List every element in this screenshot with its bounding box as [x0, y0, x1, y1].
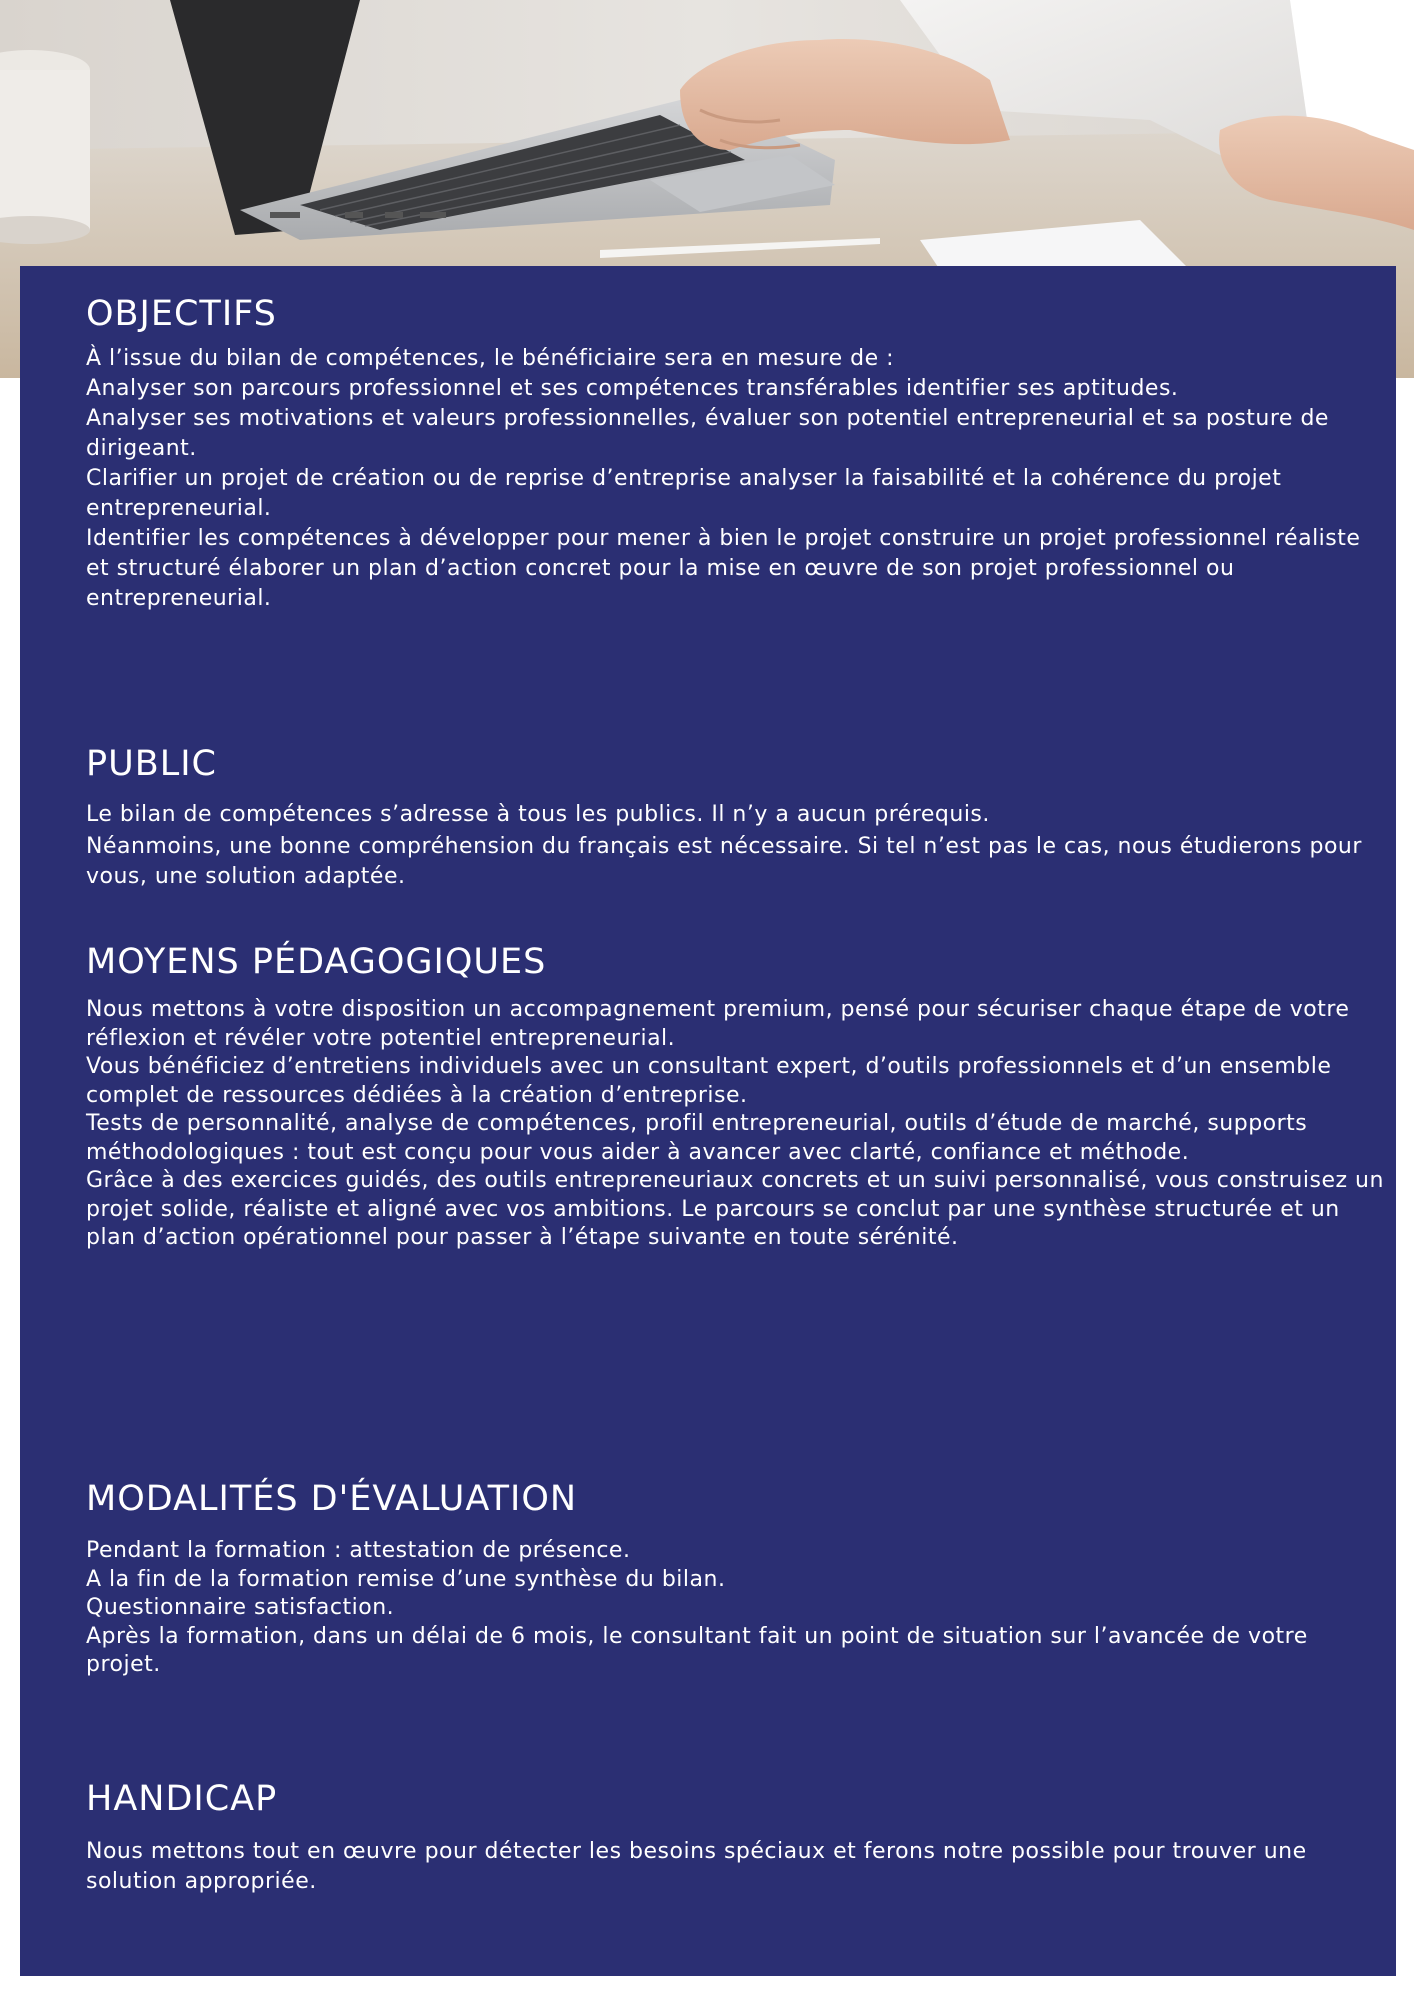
paragraph: Analyser son parcours professionnel et ses compétences transférables identifier ses aptitudes.	[86, 376, 1179, 401]
paragraph: Néanmoins, une bonne compréhension du français est nécessaire. Si tel n’est pas le cas, nous étudierons pour vous, une solution adaptée.	[86, 834, 1362, 889]
paragraph: Vous bénéficiez d’entretiens individuels avec un consultant expert, d’outils professionnels et d’un ensemble complet de ressources dédiées à la création d’entreprise.	[86, 1054, 1332, 1108]
section-objectifs	[86, 294, 1386, 614]
paragraph: Grâce à des exercices guidés, des outils entrepreneuriaux concrets et un suivi personnalisé, vous construisez un projet solide, réaliste et aligné avec vos ambitions. Le parcours se conclut par une synthèse structurée et un plan d’action opérationnel pour passer à l’étape suivante en toute sérénité.	[86, 1168, 1384, 1250]
section-title-moyens-pedagogiques: MOYENS PÉDAGOGIQUES	[86, 942, 547, 982]
section-title-public: PUBLIC	[86, 744, 217, 784]
paragraph: Questionnaire satisfaction.	[86, 1595, 395, 1620]
section-title-objectifs: OBJECTIFS	[86, 294, 277, 334]
paragraph: Le bilan de compétences s’adresse à tous les publics. Il n’y a aucun prérequis.	[86, 802, 990, 827]
section-title-handicap: HANDICAP	[86, 1779, 278, 1819]
section-body-handicap	[86, 1837, 1386, 1897]
paragraph: Nous mettons à votre disposition un accompagnement premium, pensé pour sécuriser chaque étape de votre réflexion et révéler votre potentiel entrepreneurial.	[86, 997, 1350, 1051]
paragraph: Clarifier un projet de création ou de reprise d’entreprise analyser la faisabilité et la cohérence du projet entrepreneurial.	[86, 466, 1282, 521]
content-panel	[20, 266, 1396, 1976]
section-moyens-pedagogiques	[86, 942, 1386, 1253]
paragraph: A la fin de la formation remise d’une synthèse du bilan.	[86, 1566, 726, 1592]
section-title-modalites-evaluation: MODALITÉS D'ÉVALUATION	[86, 1479, 578, 1519]
paragraph: Pendant la formation : attestation de présence.	[86, 1538, 631, 1563]
section-body-public	[86, 798, 1386, 892]
section-body-moyens-pedagogiques	[86, 996, 1386, 1253]
paragraph: Identifier les compétences à développer pour mener à bien le projet construire un projet professionnel réaliste et structuré élaborer un plan d’action concret pour la mise en œuvre de son projet professionnel ou entrepreneurial.	[86, 526, 1361, 611]
section-body-modalites-evaluation	[86, 1537, 1386, 1680]
paragraph: Après la formation, dans un délai de 6 mois, le consultant fait un point de situation sur l’avancée de votre projet.	[86, 1623, 1308, 1677]
paragraph: Analyser ses motivations et valeurs professionnelles, évaluer son potentiel entrepreneurial et sa posture de dirigeant.	[86, 406, 1329, 461]
paragraph: Tests de personnalité, analyse de compétences, profil entrepreneurial, outils d’étude de marché, supports méthodologiques : tout est conçu pour vous aider à avancer avec clarté, confiance et méthode.	[86, 1111, 1308, 1165]
paragraph: Nous mettons tout en œuvre pour détecter les besoins spéciaux et ferons notre possible pour trouver une solution appropriée.	[86, 1839, 1307, 1894]
section-modalites-evaluation	[86, 1479, 1386, 1680]
section-handicap	[86, 1779, 1386, 1897]
section-body-objectifs	[86, 344, 1386, 614]
section-public	[86, 744, 1386, 892]
paragraph: À l’issue du bilan de compétences, le bénéficiaire sera en mesure de :	[86, 346, 895, 371]
